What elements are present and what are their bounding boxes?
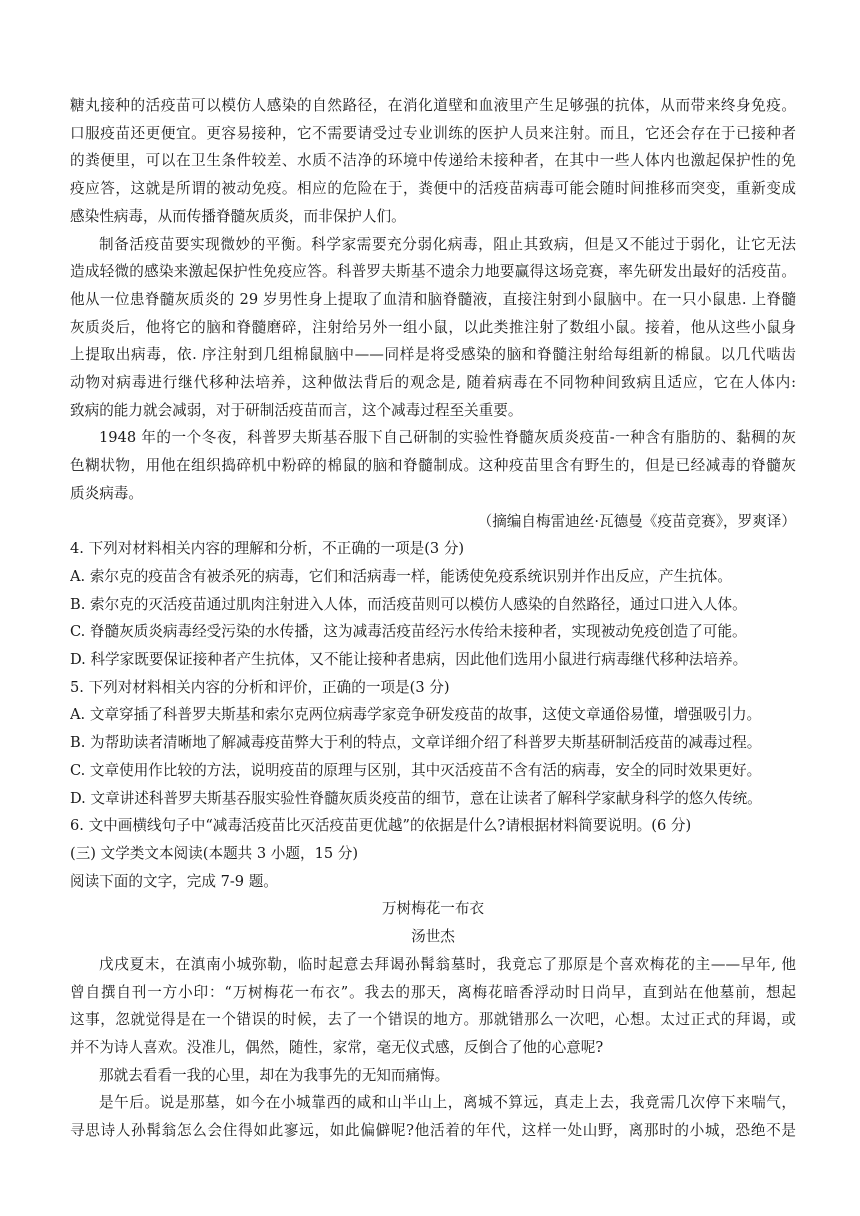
text-line: 灰质炎后，他将它的脑和脊髓磨碎，注射给另外一组小鼠，以此类推注射了数组小鼠。接着，他从这些小鼠身 [70, 318, 796, 336]
option-a: A. 索尔克的疫苗含有被杀死的病毒，它们和活病毒一样，能诱使免疫系统识别并作出反应，产生抗体。 [70, 567, 732, 585]
text-line: 制备活疫苗要实现微妙的平衡。科学家需要充分弱化病毒，阻止其致病，但是又不能过于弱化，让它无法 [99, 235, 796, 253]
option-b: B. 为帮助读者清晰地了解减毒疫苗弊大于利的特点，文章详细介绍了科普罗夫斯基研制活疫苗的减毒过程。 [70, 734, 762, 752]
section-heading: (三) 文学类文本阅读(本题共 3 小题，15 分) [70, 844, 359, 862]
text-line: 造成轻微的感染来激起保护性免疫应答。科普罗夫斯基不遗余力地要赢得这场竞赛，率先研发出最好的活疫苗。 [70, 263, 796, 281]
text-line: 致病的能力就会减弱，对于研制活疫苗而言，这个减毒过程至关重要。 [70, 401, 523, 419]
text-line: 那就去看看一我的心里，却在为我事先的无知而痛悔。 [99, 1066, 450, 1084]
option-c: C. 脊髓灰质炎病毒经受污染的水传播，这为减毒活疫苗经污水传给未接种者，实现被动免疫创造了可能。 [70, 623, 747, 641]
text-line: 口服疫苗还更便宜。更容易接种，它不需要请受过专业训练的医护人员来注射。而且，它还会存在于已接种者 [70, 124, 796, 142]
story-author: 汤世杰 [411, 928, 455, 946]
story-paragraph-2 [70, 1062, 796, 1090]
text-line: 并不为诗人喜欢。没准儿，偶然，随性，家常，毫无仪式感，反倒合了他的心意呢? [70, 1038, 604, 1056]
passage-paragraph-3 [70, 424, 796, 507]
question-5 [70, 674, 796, 813]
option-d: D. 文章讲述科普罗夫斯基吞服实验性脊髓灰质炎疫苗的细节，意在让读者了解科学家献身科学的悠久传统。 [70, 789, 762, 807]
passage-paragraph-2 [70, 231, 796, 425]
text-line: 戊戌夏末，在滇南小城弥勒，临时起意去拜谒孙髯翁墓时，我竟忘了那原是个喜欢梅花的主——早年, 他 [99, 955, 796, 973]
text-line: 寻思诗人孙髯翁怎么会住得如此寥远，如此偏僻呢?他活着的年代，这样一处山野，离那时的小城，恐绝不是 [70, 1122, 796, 1140]
passage-paragraph-1 [70, 92, 796, 231]
story-paragraph-1 [70, 951, 796, 1062]
text-line: 他从一位患脊髓灰质炎的 29 岁男性身上提取了血清和脑脊髓液，直接注射到小鼠脑中。在一只小鼠患. 上脊髓 [70, 290, 796, 308]
text-line: 上提取出病毒，依. 序注射到几组棉鼠脑中——同样是将受感染的脑和脊髓注射给每组新的棉鼠。以几代啮齿 [70, 346, 796, 364]
option-d: D. 科学家既要保证接种者产生抗体，又不能让接种者患病，因此他们选用小鼠进行病毒继代移种法培养。 [70, 651, 748, 669]
text-line: 1948 年的一个冬夜，科普罗夫斯基吞服下自己研制的实验性脊髓灰质炎疫苗-一种含有脂肪的、黏稠的灰 [99, 429, 796, 447]
option-c: C. 文章使用作比较的方法，说明疫苗的原理与区别，其中灭活疫苗不含有活的病毒，安全的同时效果更好。 [70, 761, 762, 779]
text-line: 感染性病毒，从而传播脊髓灰质炎，而非保护人们。 [70, 207, 406, 225]
text-line: 糖丸接种的活疫苗可以模仿人感染的自然路径，在消化道壁和血液里产生足够强的抗体，从而带来终身免疫。 [70, 97, 796, 114]
text-line: 质炎病毒。 [70, 484, 143, 502]
text-line: 疫应答，这就是所谓的被动免疫。相应的危险在于，粪便中的活疫苗病毒可能会随时间推移而突变，重新变成 [70, 180, 796, 198]
story-paragraph-3 [70, 1089, 796, 1144]
text-line: 的粪便里，可以在卫生条件较差、水质不洁净的环境中传递给未接种者，在其中一些人体内也激起保护性的免 [70, 152, 796, 170]
text-line: 是午后。说是那墓，如今在小城靠西的咸和山半山上，离城不算远，真走上去，我竟需几次停下来喘气， [99, 1094, 796, 1112]
text-line: 动物对病毒进行继代移种法培养，这种做法背后的观念是, 随着病毒在不同物种间致病且适应，它在人体内: [70, 374, 796, 392]
question-6: 6. 文中画横线句子中“减毒活疫苗比灭活疫苗更优越”的依据是什么?请根据材料简要说明。(6 分) [70, 817, 692, 835]
option-b: B. 索尔克的灭活疫苗通过肌肉注射进入人体，而活疫苗则可以模仿人感染的自然路径，通过口进入人体。 [70, 595, 747, 613]
document-page [70, 92, 796, 1145]
text-line: 这事，忽就觉得是在一个错误的时候，去了一个错误的地方。那就错那么一次吧，心想。太过正式的拜谒，或 [70, 1011, 796, 1029]
question-stem: 5. 下列对材料相关内容的分析和评价，正确的一项是(3 分) [70, 678, 450, 696]
source-citation: （摘编自梅雷迪丝·瓦德曼《疫苗竞赛》，罗爽译） [477, 512, 796, 530]
question-stem: 4. 下列对材料相关内容的理解和分析，不正确的一项是(3 分) [70, 540, 465, 558]
option-a: A. 文章穿插了科普罗夫斯基和索尔克两位病毒学家竞争研发疫苗的故事，这使文章通俗易懂，增强吸引力。 [70, 706, 762, 724]
story-title: 万树梅花一布衣 [381, 900, 485, 918]
text-line: 曾自撰自刊一方小印：“万树梅花一布衣”。我去的那天，离梅花暗香浮动时日尚早，直到站在他墓前，想起 [70, 983, 796, 1001]
text-line: 色糊状物，用他在组织捣碎机中粉碎的棉鼠的脑和脊髓制成。这种疫苗里含有野生的，但是已经减毒的脊髓灰 [70, 457, 796, 475]
section-instruction: 阅读下面的文字，完成 7-9 题。 [70, 872, 278, 890]
question-4 [70, 535, 796, 674]
